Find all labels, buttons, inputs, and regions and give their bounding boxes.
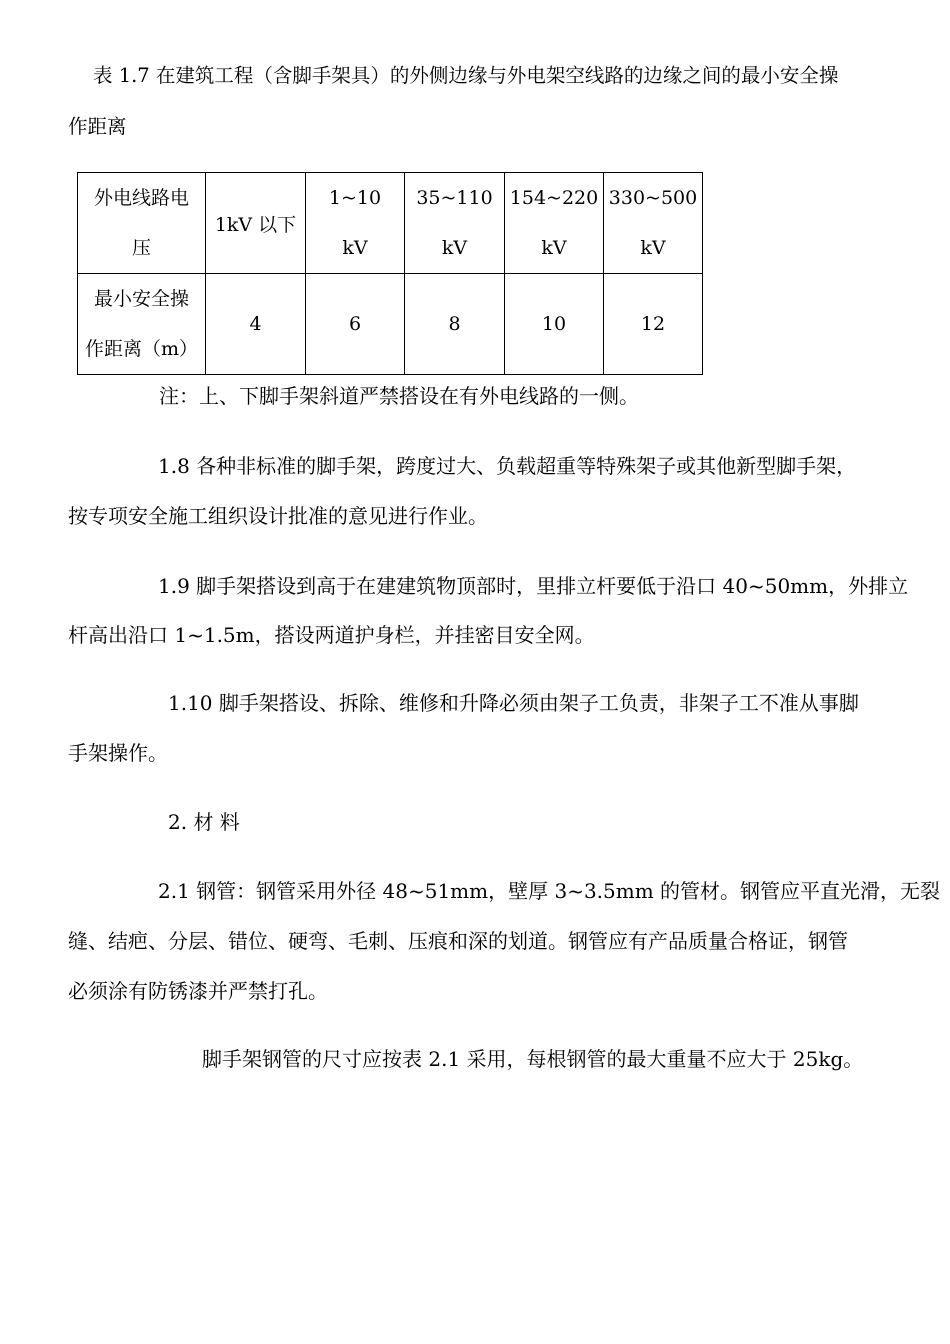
- table-cell-value: 10: [505, 274, 604, 375]
- table-row: [78, 274, 703, 375]
- col-header-330-500kv-unit: kV: [640, 237, 666, 259]
- col-header-330-500kv-range: 330~500: [608, 187, 698, 209]
- table-cell-value: 4: [206, 274, 306, 375]
- col-header-330-500kv: [604, 173, 703, 274]
- row-header-voltage-line2: 压: [131, 237, 151, 259]
- paragraph-1-10-line-1: 1.10 脚手架搭设、拆除、维修和升降必须由架子工负责，非架子工不准从事脚: [168, 691, 859, 715]
- paragraph-1-9-line-2: 杆高出沿口 1~1.5m，搭设两道护身栏，并挂密目安全网。: [68, 623, 595, 647]
- col-header-1-10kv-unit: kV: [342, 237, 368, 259]
- section-heading-materials: 2. 材 料: [168, 810, 240, 834]
- col-header-35-110kv-range: 35~110: [416, 187, 493, 209]
- paragraph-1-10-line-2: 手架操作。: [68, 741, 168, 765]
- paragraph-2-1-line-1: 2.1 钢管：钢管采用外径 48~51mm，壁厚 3~3.5mm 的管材。钢管应平直光滑，无裂: [158, 879, 941, 903]
- row-header-distance-line2: 作距离（m）: [84, 338, 199, 360]
- col-header-154-220kv-unit: kV: [541, 237, 567, 259]
- paragraph-2-1-line-3: 必须涂有防锈漆并严禁打孔。: [68, 979, 328, 1003]
- safety-distance-table: [77, 172, 703, 375]
- col-header-1-10kv: [306, 173, 405, 274]
- col-header-154-220kv: [505, 173, 604, 274]
- col-header-35-110kv: [405, 173, 505, 274]
- table-caption-line-1: 表 1.7 在建筑工程（含脚手架具）的外侧边缘与外电架空线路的边缘之间的最小安全操: [93, 64, 839, 87]
- col-header-1-10kv-range: 1~10: [328, 187, 382, 209]
- paragraph-pipe-size: 脚手架钢管的尺寸应按表 2.1 采用，每根钢管的最大重量不应大于 25kg。: [202, 1047, 864, 1071]
- table-note: 注：上、下脚手架斜道严禁搭设在有外电线路的一侧。: [159, 384, 639, 408]
- row-header-distance-line1: 最小安全操: [93, 288, 189, 310]
- row-header-voltage-line1: 外电线路电: [93, 187, 189, 209]
- paragraph-1-8-line-2: 按专项安全施工组织设计批准的意见进行作业。: [68, 504, 488, 528]
- row-header-voltage: [78, 173, 206, 274]
- paragraph-2-1-line-2: 缝、结疤、分层、错位、硬弯、毛刺、压痕和深的划道。钢管应有产品质量合格证，钢管: [68, 929, 848, 953]
- table-caption-line-2: 作距离: [68, 115, 127, 138]
- col-header-35-110kv-unit: kV: [441, 237, 468, 259]
- col-header-1kv-label: 1kV 以下: [214, 213, 297, 236]
- table-cell-value: 6: [306, 274, 405, 375]
- row-header-distance: [78, 274, 206, 375]
- table-row: [78, 173, 703, 274]
- paragraph-1-9-line-1: 1.9 脚手架搭设到高于在建建筑物顶部时，里排立杆要低于沿口 40~50mm，外排立: [158, 574, 909, 598]
- col-header-154-220kv-range: 154~220: [509, 187, 599, 209]
- col-header-1kv: [206, 173, 306, 274]
- table-cell-value: 12: [604, 274, 703, 375]
- table-cell-value: 8: [405, 274, 505, 375]
- paragraph-1-8-line-1: 1.8 各种非标准的脚手架，跨度过大、负载超重等特殊架子或其他新型脚手架，: [158, 454, 857, 478]
